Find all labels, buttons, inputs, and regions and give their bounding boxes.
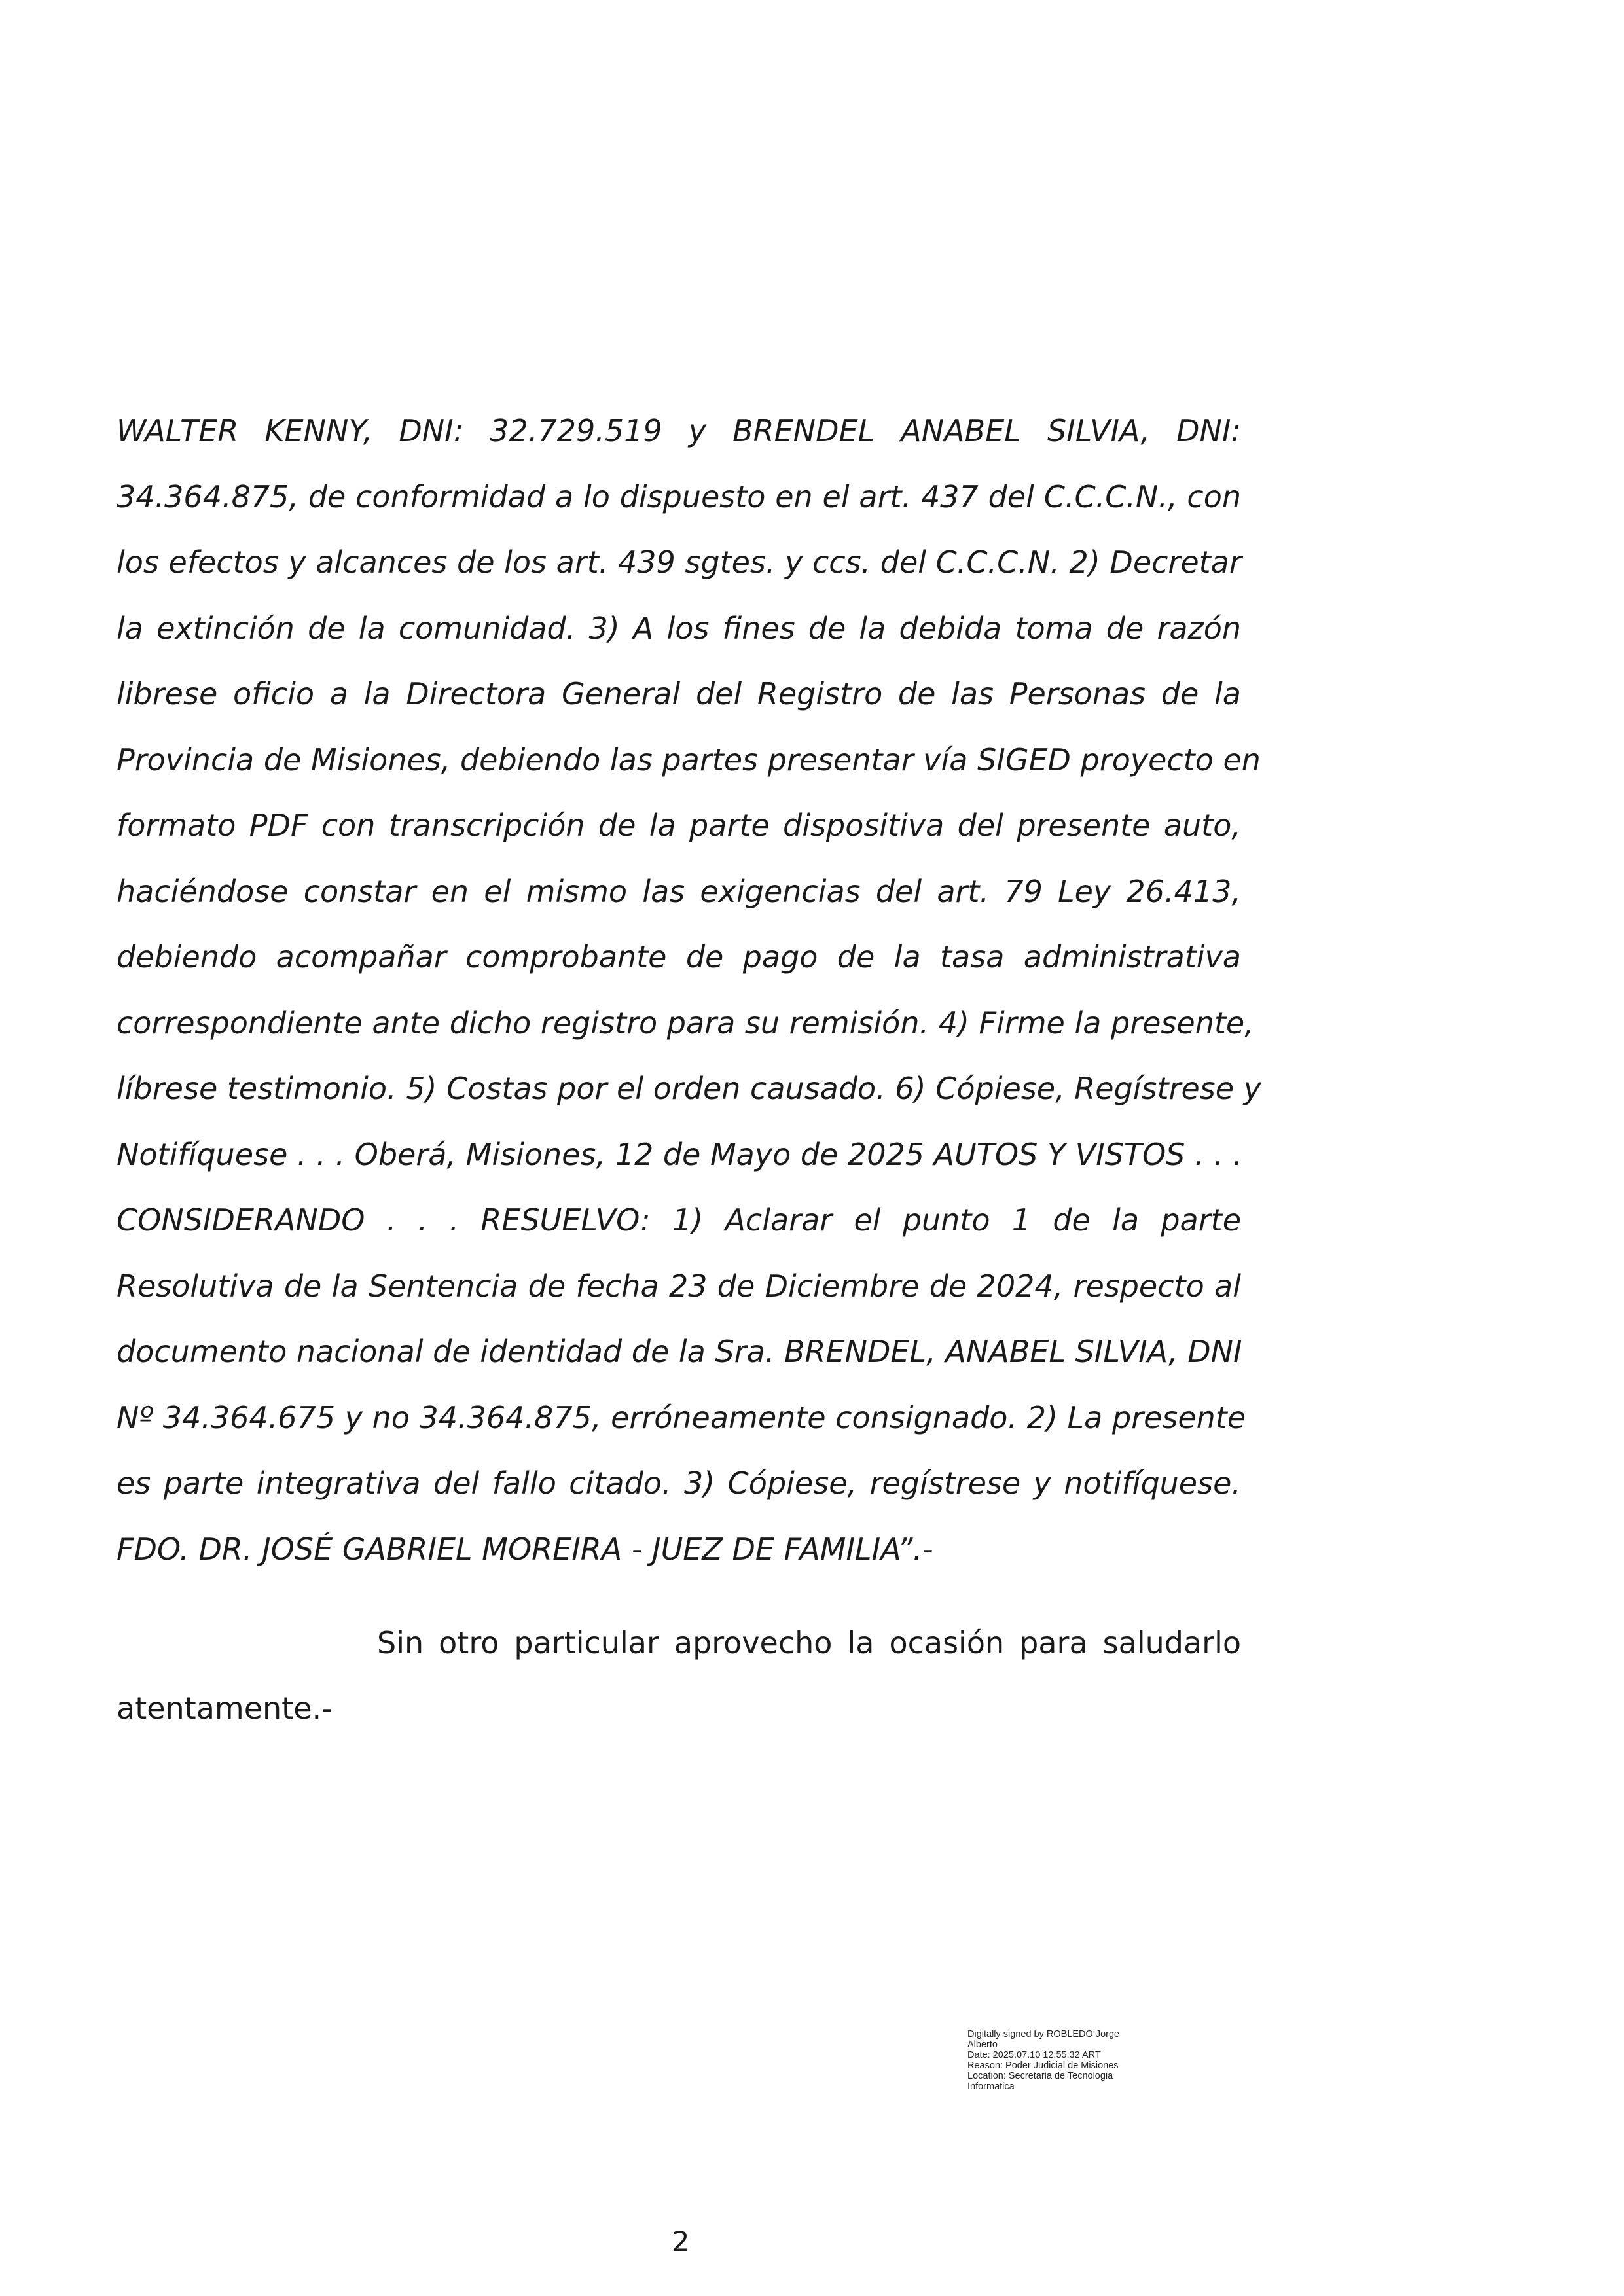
closing-paragraph bbox=[117, 1610, 1241, 1741]
quote-line: Provincia de Misiones, debiendo las partes presentar vía SIGED proyecto en bbox=[117, 742, 1261, 778]
signature-line: Digitally signed by ROBLEDO Jorge bbox=[967, 2029, 1120, 2039]
digital-signature-stamp bbox=[967, 2029, 1177, 2092]
closing-line: atentamente.- bbox=[117, 1691, 333, 1726]
resolution-quote bbox=[117, 398, 1261, 1582]
quote-line: la extinción de la comunidad. 3) A los fines de la debida toma de razón bbox=[117, 610, 1241, 646]
quote-line: Resolutiva de la Sentencia de fecha 23 de Diciembre de 2024, respecto al bbox=[117, 1268, 1241, 1304]
signature-date: Date: 2025.07.10 12:55:32 ART bbox=[967, 2050, 1101, 2060]
quote-line: formato PDF con transcripción de la parte dispositiva del presente auto, bbox=[117, 808, 1241, 843]
quote-line: CONSIDERANDO . . . RESUELVO: 1) Aclarar el punto 1 de la parte bbox=[117, 1202, 1241, 1238]
quote-line: Nº 34.364.675 y no 34.364.875, erróneamente consignado. 2) La presente bbox=[117, 1399, 1246, 1435]
signature-location: Informatica bbox=[967, 2081, 1015, 2092]
signature-reason: Reason: Poder Judicial de Misiones bbox=[967, 2060, 1119, 2071]
quote-line: los efectos y alcances de los art. 439 sgtes. y ccs. del C.C.C.N. 2) Decretar bbox=[117, 545, 1242, 580]
signature-location: Location: Secretaria de Tecnologia bbox=[967, 2071, 1113, 2081]
quote-line: haciéndose constar en el mismo las exigencias del art. 79 Ley 26.413, bbox=[117, 873, 1241, 909]
quote-line: es parte integrativa del fallo citado. 3) Cópiese, regístrese y notifíquese. bbox=[117, 1465, 1241, 1501]
closing-line: Sin otro particular aprovecho la ocasión para saludarlo bbox=[377, 1625, 1241, 1660]
quote-line: Notifíquese . . . Oberá, Misiones, 12 de Mayo de 2025 AUTOS Y VISTOS . . . bbox=[117, 1136, 1243, 1172]
page-number: 2 bbox=[672, 2225, 690, 2257]
signature-line: Alberto bbox=[967, 2039, 998, 2050]
quote-line: WALTER KENNY, DNI: 32.729.519 y BRENDEL ANABEL SILVIA, DNI: bbox=[117, 413, 1241, 448]
quote-line: 34.364.875, de conformidad a lo dispuesto en el art. 437 del C.C.C.N., con bbox=[117, 478, 1241, 514]
quote-line: librese oficio a la Directora General del Registro de las Personas de la bbox=[117, 676, 1241, 711]
quote-line: documento nacional de identidad de la Sra. BRENDEL, ANABEL SILVIA, DNI bbox=[117, 1334, 1242, 1369]
quote-line: correspondiente ante dicho registro para su remisión. 4) Firme la presente, bbox=[117, 1005, 1254, 1041]
quote-line: líbrese testimonio. 5) Costas por el orden causado. 6) Cópiese, Regístrese y bbox=[117, 1071, 1261, 1106]
quote-line: debiendo acompañar comprobante de pago de la tasa administrativa bbox=[117, 939, 1241, 975]
quote-line-signatory: FDO. DR. JOSÉ GABRIEL MOREIRA - JUEZ DE FAMILIA”.- bbox=[117, 1531, 933, 1567]
